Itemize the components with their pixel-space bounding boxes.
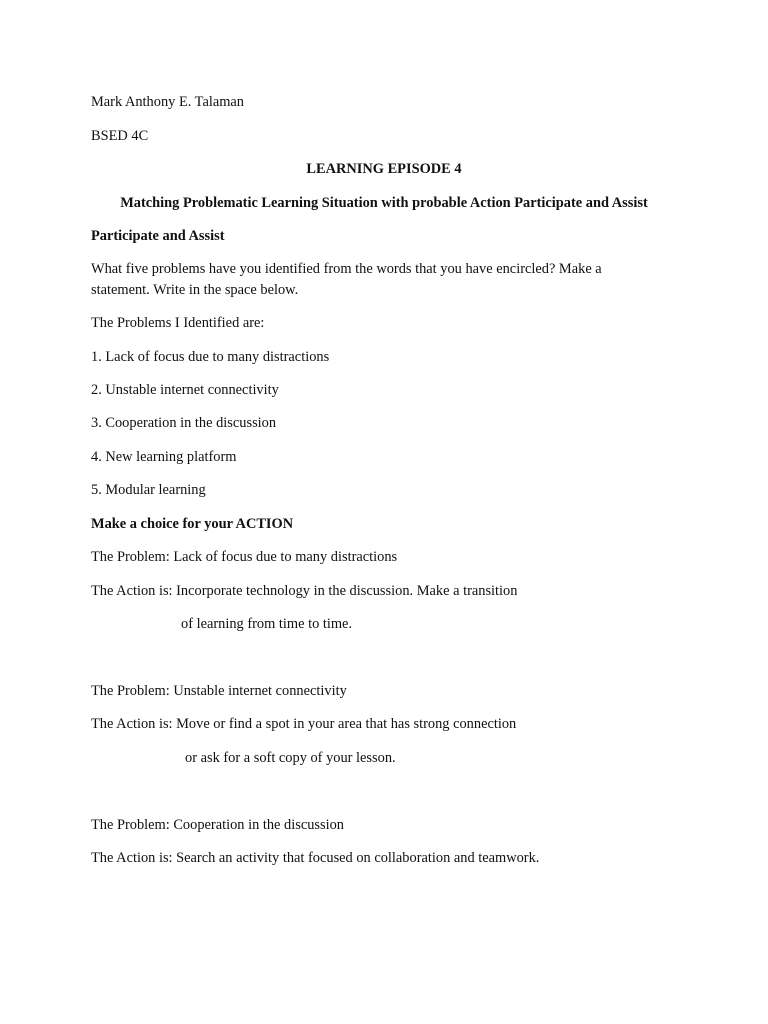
question-text-line-2: statement. Write in the space below. (91, 282, 299, 298)
action-statement-continuation: or ask for a soft copy of your lesson. (185, 750, 396, 766)
question-text-line-1: What five problems have you identified from the words that you have encircled? Make a (91, 261, 602, 277)
problem-list-item: 3. Cooperation in the discussion (91, 415, 277, 431)
document-title: LEARNING EPISODE 4 (306, 161, 462, 177)
problem-list-item: 1. Lack of focus due to many distractions (91, 349, 330, 365)
problem-statement: The Problem: Cooperation in the discussion (91, 817, 345, 833)
problem-list-item: 4. New learning platform (91, 449, 237, 465)
action-statement: The Action is: Search an activity that focused on collaboration and teamwork. (91, 850, 540, 866)
participate-heading: Participate and Assist (91, 228, 225, 244)
author-name: Mark Anthony E. Talaman (91, 94, 244, 110)
problems-intro: The Problems I Identified are: (91, 315, 265, 331)
action-statement: The Action is: Move or find a spot in your area that has strong connection (91, 716, 517, 732)
problem-list-item: 2. Unstable internet connectivity (91, 382, 279, 398)
action-statement-continuation: of learning from time to time. (181, 616, 353, 632)
action-statement: The Action is: Incorporate technology in the discussion. Make a transition (91, 583, 518, 599)
action-heading: Make a choice for your ACTION (91, 516, 294, 532)
class-section: BSED 4C (91, 128, 149, 144)
document-subtitle: Matching Problematic Learning Situation with probable Action Participate and Assist (120, 195, 648, 211)
problem-list-item: 5. Modular learning (91, 482, 206, 498)
problem-statement: The Problem: Lack of focus due to many distractions (91, 549, 398, 565)
problem-statement: The Problem: Unstable internet connectivity (91, 683, 347, 699)
